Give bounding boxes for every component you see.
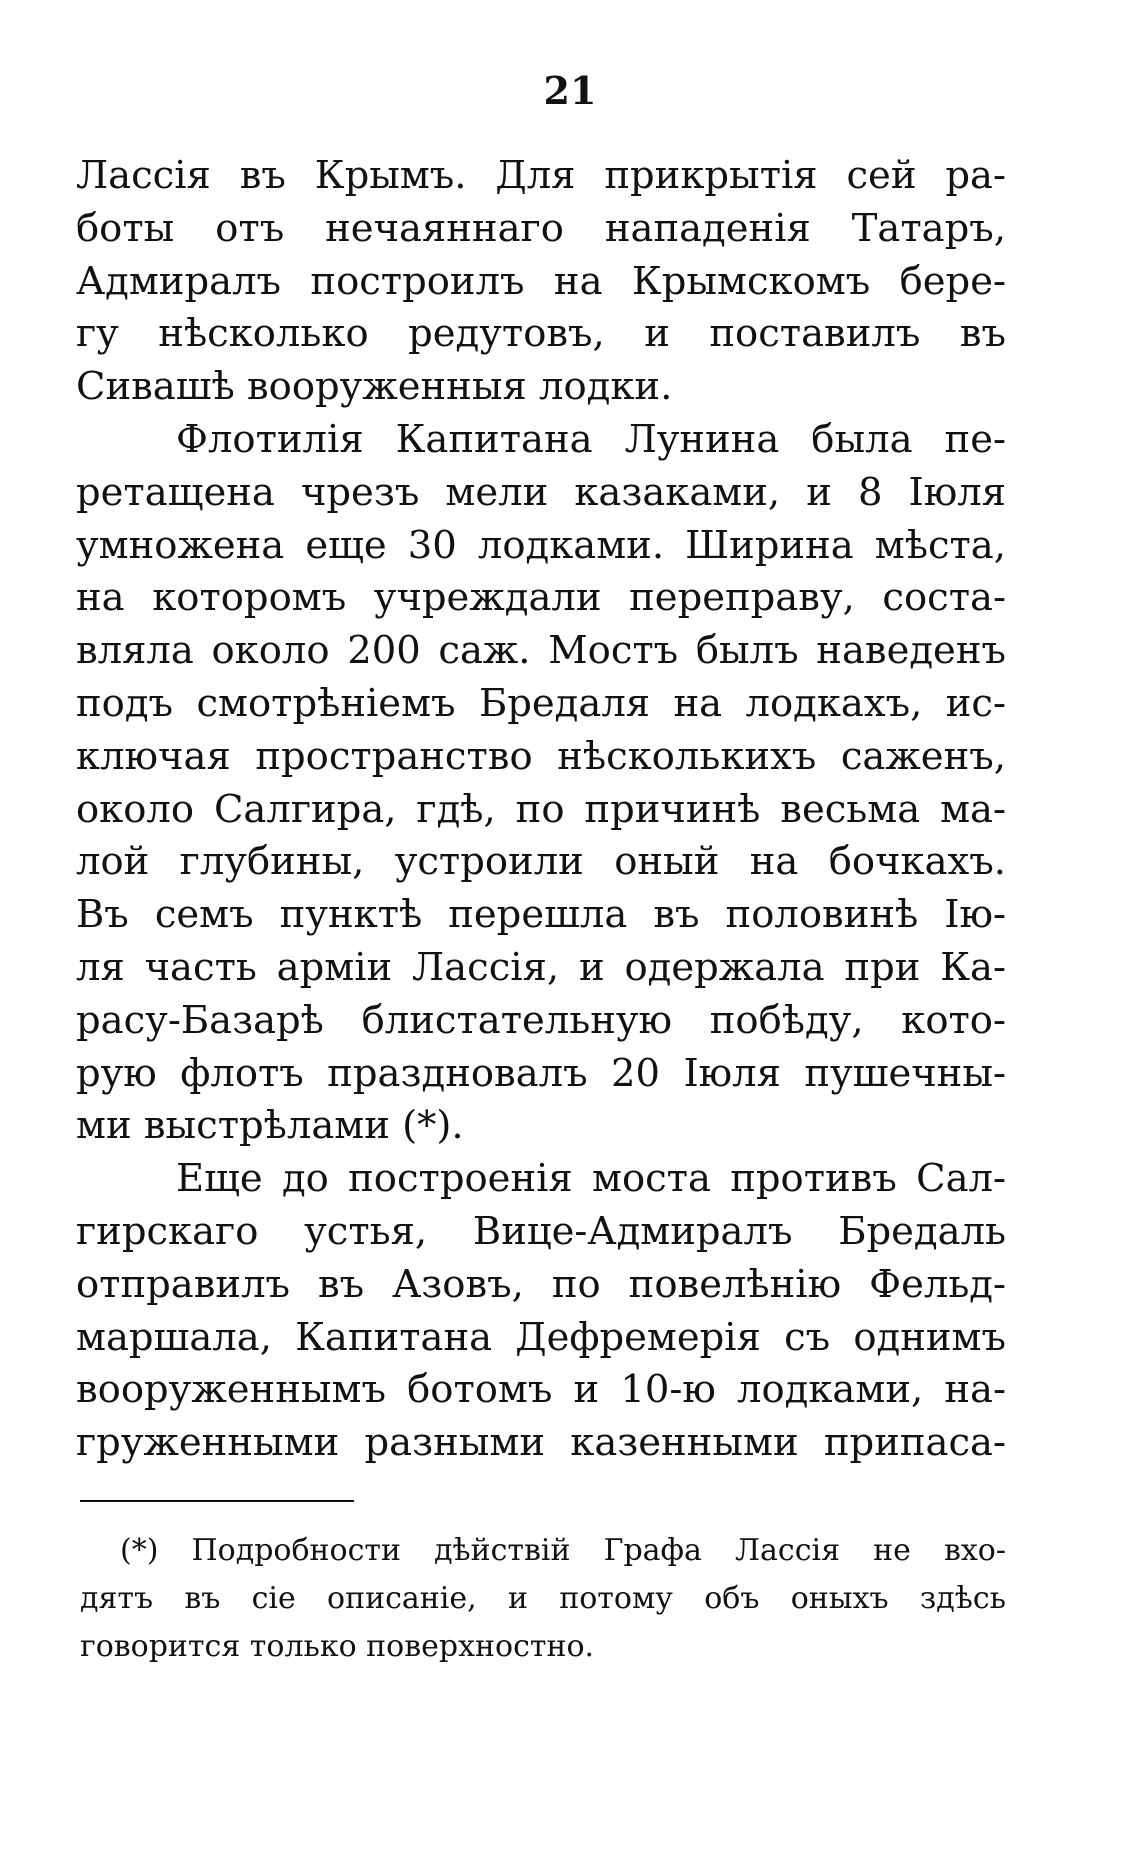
text-line: гирскаго устья, Вице-Адмиралъ Бредаль (76, 1208, 1006, 1254)
footnote (80, 1527, 1006, 1671)
text-line: маршала, Капитана Дефремерія съ однимъ (76, 1314, 1006, 1360)
text-line: Въ семъ пунктѣ перешла въ половинѣ Ію- (76, 892, 1006, 938)
text-line: вляла около 200 саж. Мостъ былъ наведенъ (76, 628, 1006, 674)
text-line: умножена еще 30 лодками. Ширина мѣста, (76, 522, 1006, 568)
page-number: 21 (543, 68, 597, 113)
footnote-line: (*) Подробности дѣйствій Графа Лассія не вхо- (120, 1533, 1006, 1568)
text-line: гу нѣсколько редутовъ, и поставилъ въ (76, 311, 1006, 357)
body-text (76, 150, 1006, 1470)
text-line: Сивашѣ вооруженныя лодки. (76, 364, 673, 410)
text-line: на которомъ учреждали переправу, соста- (76, 575, 1006, 621)
text-line: вооруженнымъ ботомъ и 10-ю лодками, на- (76, 1367, 1006, 1413)
text-line: отправилъ въ Азовъ, по повелѣнію Фельд- (76, 1261, 1006, 1307)
text-line: расу-Базарѣ блистательную побѣду, кото- (76, 997, 1006, 1043)
text-line: ми выстрѣлами (*). (76, 1103, 464, 1149)
footnote-separator (80, 1500, 354, 1502)
footnote-line: говорится только поверхностно. (80, 1629, 595, 1664)
text-line: Лассія въ Крымъ. Для прикрытія сей ра- (76, 153, 1006, 198)
text-line: боты отъ нечаяннаго нападенія Татаръ, (76, 205, 1006, 251)
text-line: ретащена чрезъ мели казаками, и 8 Іюля (76, 469, 1006, 515)
text-line: около Салгира, гдѣ, по причинѣ весьма ма- (76, 786, 1006, 832)
text-line: ля часть арміи Лассія, и одержала при Ка- (76, 944, 1006, 990)
text-line: лой глубины, устроили оный на бочкахъ. (76, 839, 1006, 885)
text-line: Адмиралъ построилъ на Крымскомъ бере- (76, 258, 1006, 304)
paragraph-first-line: Флотилія Капитана Лунина была пе- (176, 416, 1006, 462)
paragraph-first-line: Еще до построенія моста противъ Сал- (176, 1156, 1006, 1202)
footnote-line: дятъ въ сіе описаніе, и потому объ оныхъ здѣсь (80, 1581, 1006, 1616)
text-line: ключая пространство нѣсколькихъ саженъ, (76, 733, 1006, 779)
text-line: подъ смотрѣніемъ Бредаля на лодкахъ, ис- (76, 680, 1006, 726)
text-line: груженными разными казенными припаса- (76, 1420, 1006, 1466)
text-line: рую флотъ праздновалъ 20 Іюля пушечны- (76, 1050, 1006, 1096)
